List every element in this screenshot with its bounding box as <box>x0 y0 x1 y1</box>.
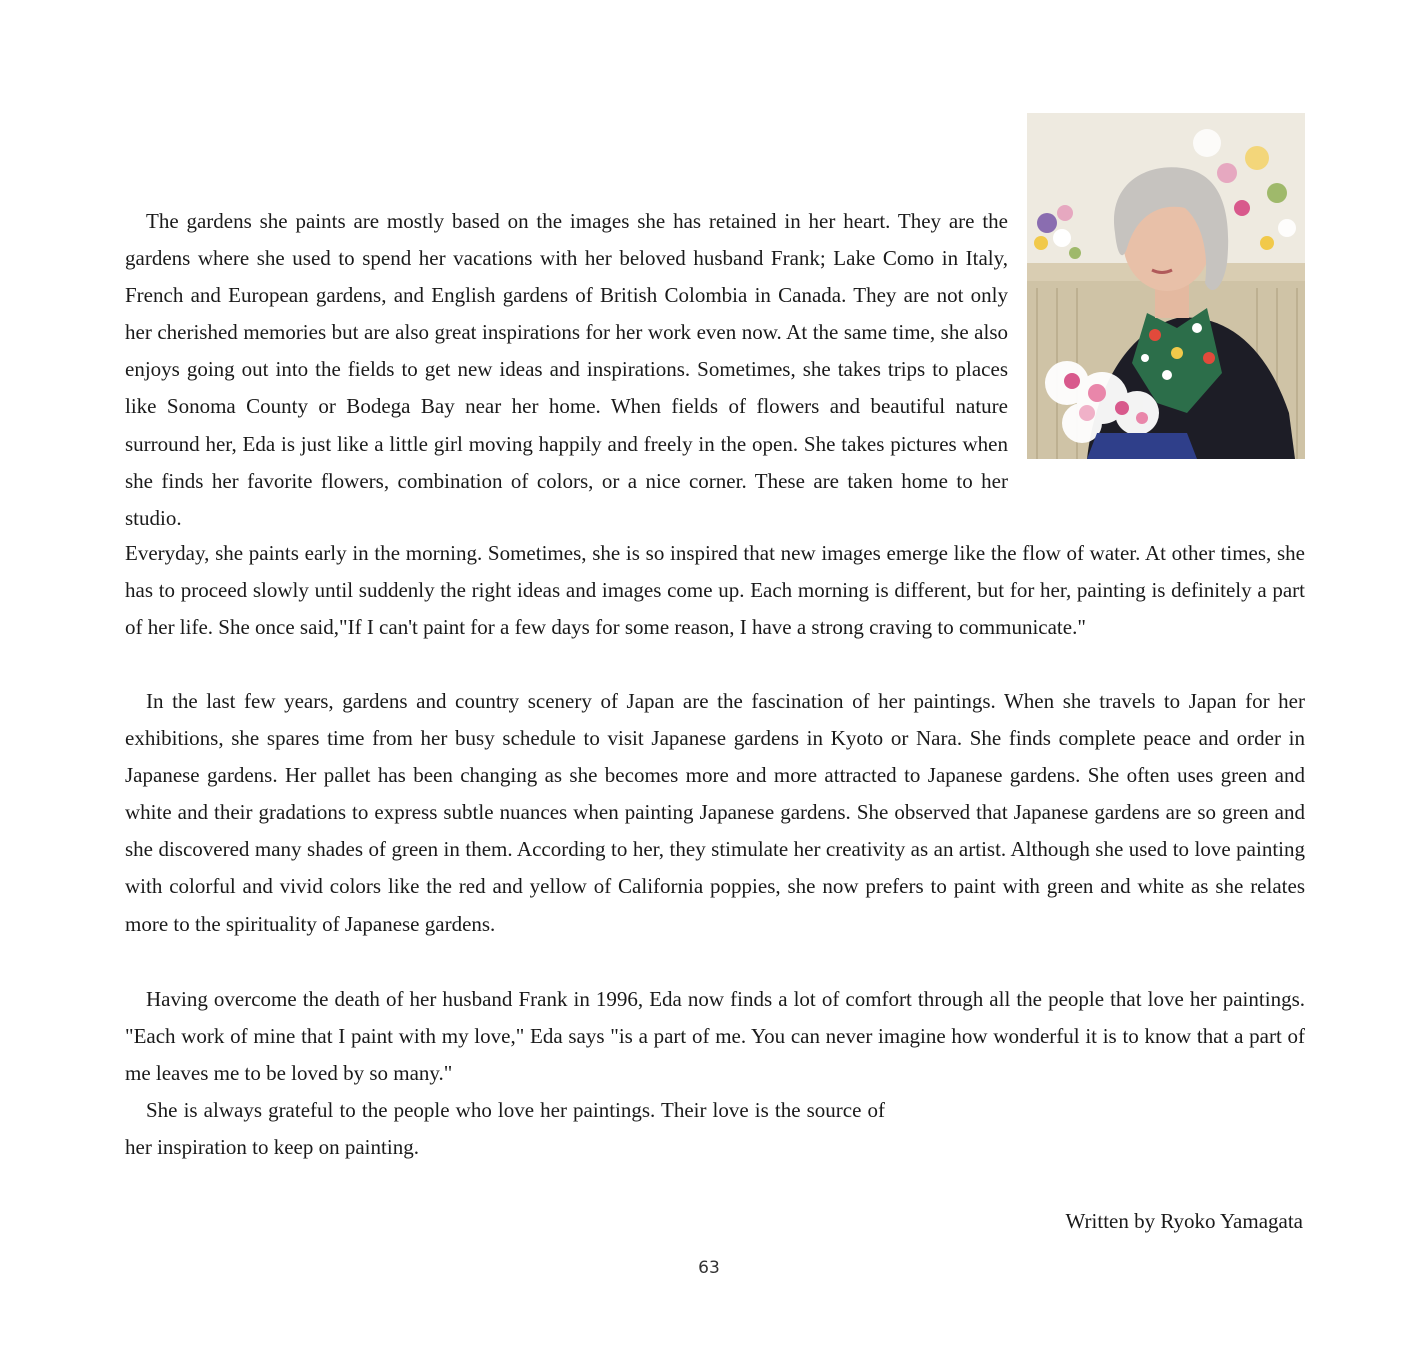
page-number: 63 <box>698 1258 720 1278</box>
portrait-photo <box>1027 113 1305 459</box>
paragraph-japan: In the last few years, gardens and country scenery of Japan are the fascination of her paintings. When she travels to Japan for her exhibitions, she spares time from her busy schedule to visit Japanese gardens in Kyoto or Nara. She finds complete peace and order in Japanese gardens. Her pallet has been changing as she becomes more and more attracted to Japanese gardens. She often uses green and white and their gradations to express subtle nuances when painting Japanese gardens. She observed that Japanese gardens are so green and she discovered many shades of green in them. According to her, they stimulate her creativity as an artist. Although she used to love painting with colorful and vivid colors like the red and yellow of California poppies, she now prefers to paint with green and white as she relates more to the spirituality of Japanese gardens. <box>125 689 1305 936</box>
author-byline: Written by Ryoko Yamagata <box>1065 1209 1303 1233</box>
paragraph-grateful: She is always grateful to the people who love her paintings. Their love is the source of her inspiration to keep on painting. <box>125 1098 885 1160</box>
paragraph-gardens: The gardens she paints are mostly based on the images she has retained in her heart. They are the gardens where she used to spend her vacations with her beloved husband Frank; Lake Como in Italy, French and European gardens, and English gardens of British Colombia in Canada. They are not only her cherished memories but are also great inspirations for her work even now. At the same time, she also enjoys going out into the fields to get new ideas and inspirations. Sometimes, she takes trips to places like Sonoma County or Bodega Bay near her home. When fields of flowers and beautiful nature surround her, Eda is just like a little girl moving happily and freely in the open. She takes pictures when she finds her favorite flowers, combination of colors, or a nice corner. These are taken home to her studio. <box>125 209 1008 530</box>
paragraph-frank: Having overcome the death of her husband Frank in 1996, Eda now finds a lot of comfort through all the people that love her paintings. "Each work of mine that I paint with my love," Eda says "is a part of me. You can never imagine how wonderful it is to know that a part of me leaves me to be loved by so many." <box>125 987 1305 1086</box>
paragraph-everyday: Everyday, she paints early in the morning. Sometimes, she is so inspired that new images emerge like the flow of water. At other times, she has to proceed slowly until suddenly the right ideas and images come up. Each morning is different, but for her, painting is definitely a part of her life. She once said,"If I can't paint for a few days for some reason, I have a strong craving to communicate." <box>125 541 1305 640</box>
